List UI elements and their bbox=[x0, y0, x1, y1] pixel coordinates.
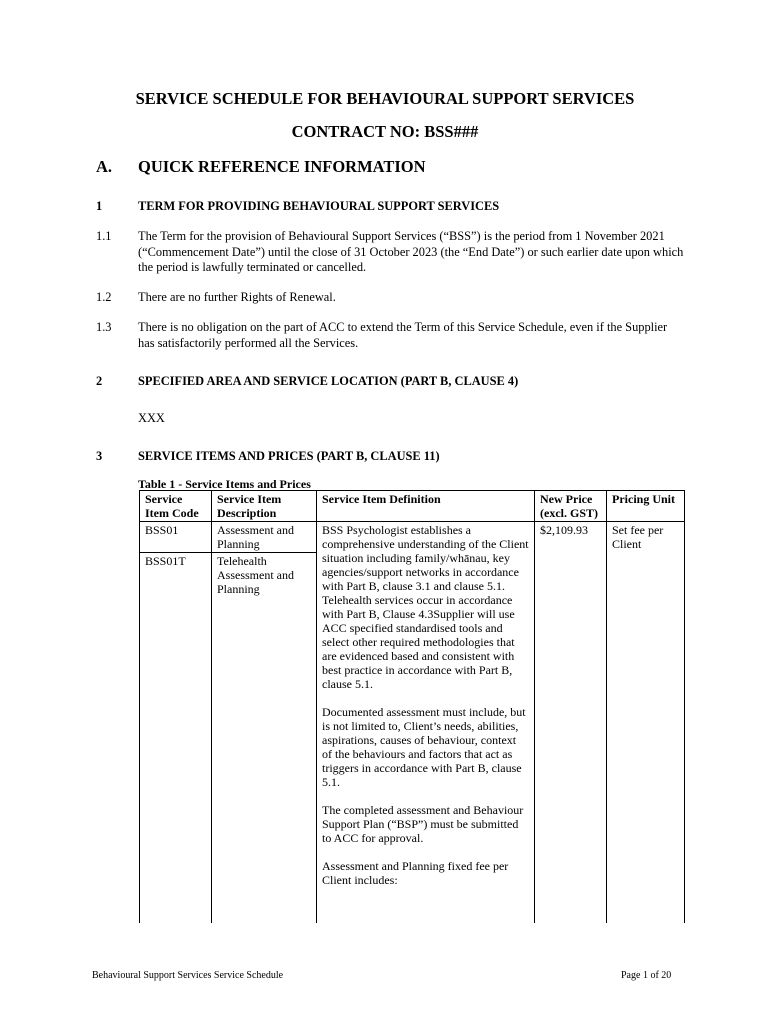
clause-text: There are no further Rights of Renewal. bbox=[138, 290, 336, 304]
table-header-row bbox=[140, 491, 685, 522]
definition-paragraph: Assessment and Planning fixed fee per Client includes: bbox=[322, 859, 509, 887]
table-row bbox=[140, 522, 685, 553]
clause-text: TERM FOR PROVIDING BEHAVIOURAL SUPPORT SERVICES bbox=[138, 199, 500, 213]
service-items-table bbox=[139, 490, 685, 923]
header-service-item-code: Service Item Code bbox=[140, 491, 212, 522]
contract-number: CONTRACT NO: BSS### bbox=[291, 122, 479, 141]
clause-number: 1.3 bbox=[96, 320, 112, 334]
section-a-title: QUICK REFERENCE INFORMATION bbox=[138, 157, 426, 176]
clause-number: 1.2 bbox=[96, 290, 112, 304]
cell-description: Telehealth Assessment and Planning bbox=[212, 553, 317, 923]
table-caption: Table 1 - Service Items and Prices bbox=[138, 477, 311, 491]
clause-number: 1 bbox=[96, 199, 103, 213]
clause-text: XXX bbox=[138, 411, 165, 425]
cell-description: Assessment and Planning bbox=[212, 522, 317, 553]
section-a-number: A. bbox=[96, 157, 113, 176]
clause-number: 2 bbox=[96, 374, 103, 388]
cell-pricing-unit: Set fee per Client bbox=[607, 522, 685, 923]
clause-text: The Term for the provision of Behavioural Support Services (“BSS”) is the period from 1 November 2021 (“Commencement Date”) until the close of 31 October 2023 (the “End Date”) or such earlier date upon which the period is lawfully terminated or cancelled. bbox=[138, 229, 684, 274]
cell-code: BSS01T bbox=[140, 553, 212, 923]
definition-paragraph: Documented assessment must include, but is not limited to, Client’s needs, abilities, aspirations, causes of behaviour, context of the behaviours and factors that act as triggers in accordance with Part B, clause 5.1. bbox=[322, 705, 526, 789]
definition-paragraph: BSS Psychologist establishes a comprehensive understanding of the Client situation including family/whānau, key agencies/support networks in accordance with Part B, clause 3.1 and clause 5.1. Telehealth services occur in accordance with Part B, Clause 4.3Supplier will use ACC specified standardised tools and select other required methodologies that are evidenced based and consistent with best practice in accordance with Part B, clause 5.1. bbox=[322, 523, 529, 691]
clause-number: 1.1 bbox=[96, 229, 112, 243]
clause-text: There is no obligation on the part of ACC to extend the Term of this Service Schedule, even if the Supplier has satisfactorily performed all the Services. bbox=[138, 320, 668, 350]
document-title: SERVICE SCHEDULE FOR BEHAVIOURAL SUPPORT SERVICES bbox=[135, 89, 635, 108]
clause-text: SPECIFIED AREA AND SERVICE LOCATION (PART B, CLAUSE 4) bbox=[138, 374, 519, 388]
footer-document-name: Behavioural Support Services Service Schedule bbox=[92, 970, 284, 981]
header-service-item-description: Service Item Description bbox=[212, 491, 317, 522]
header-pricing-unit: Pricing Unit bbox=[607, 491, 685, 522]
definition-paragraph: The completed assessment and Behaviour Support Plan (“BSP”) must be submitted to ACC for approval. bbox=[322, 803, 524, 845]
cell-code: BSS01 bbox=[140, 522, 212, 553]
cell-definition bbox=[317, 522, 535, 923]
clause-text: SERVICE ITEMS AND PRICES (PART B, CLAUSE 11) bbox=[138, 449, 440, 463]
footer-page-number: Page 1 of 20 bbox=[621, 970, 672, 981]
header-new-price: New Price (excl. GST) bbox=[535, 491, 607, 522]
header-service-item-definition: Service Item Definition bbox=[317, 491, 535, 522]
clause-number: 3 bbox=[96, 449, 103, 463]
cell-price: $2,109.93 bbox=[535, 522, 607, 923]
